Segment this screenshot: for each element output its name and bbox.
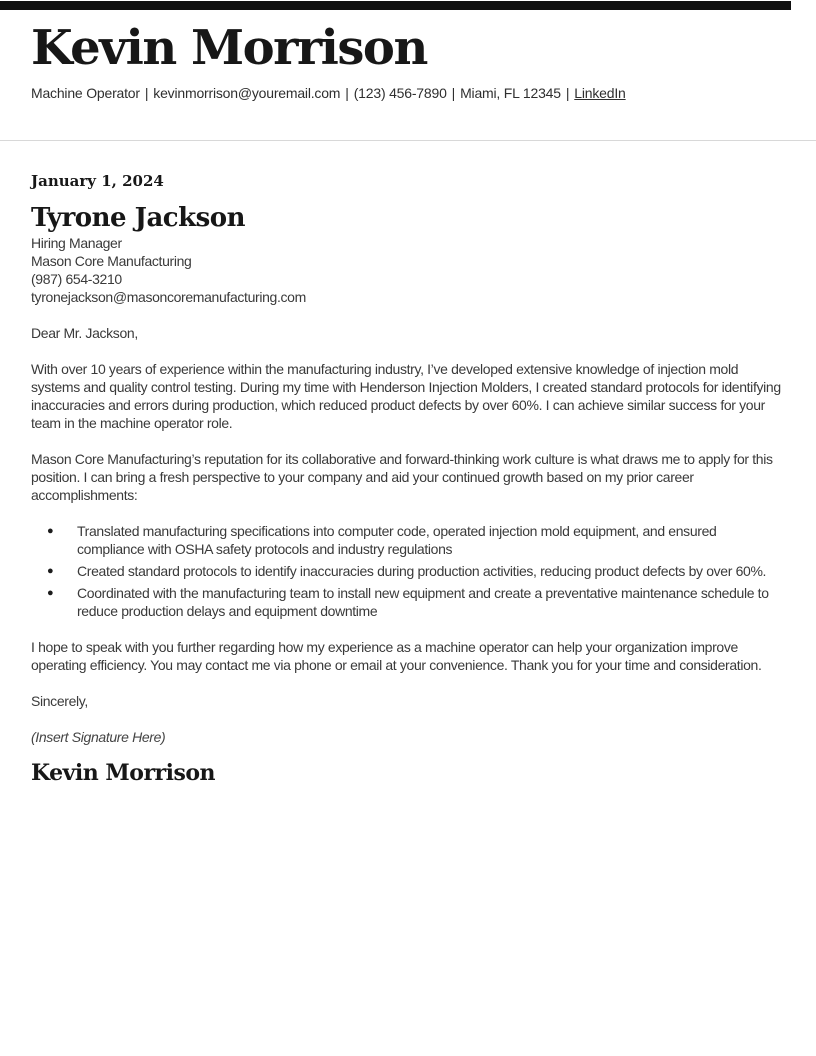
recipient-phone: (987) 654-3210 <box>31 271 122 287</box>
signature-name: Kevin Morrison <box>31 760 216 786</box>
letter-body <box>0 172 816 786</box>
contact-separator: | <box>451 85 456 101</box>
paragraph-closing: I hope to speak with you further regarding how my experience as a machine operator can help your organization improve operating efficiency. You may contact me via phone or email at your convenience. Thank you for your time and consideration. <box>31 639 762 673</box>
list-item: ● Translated manufacturing specifications into computer code, operated injection mold equipment, and ensured compliance with OSHA safety protocols and industry regulations <box>31 522 785 558</box>
contact-job-title: Machine Operator <box>31 85 140 101</box>
recipient-name: Tyrone Jackson <box>31 203 246 233</box>
recipient-title: Hiring Manager <box>31 235 122 251</box>
top-accent-bar <box>0 1 791 10</box>
candidate-name: Kevin Morrison <box>31 20 427 76</box>
letter-header <box>0 0 816 102</box>
paragraph-experience: With over 10 years of experience within the manufacturing industry, I’ve developed extensive knowledge of injection mold systems and quality control testing. During my time with Henderson Injection Molders, I created standard protocols for identifying inaccuracies and errors during production, which reduced product defects by over 60%. I can achieve similar success for your team in the machine operator role. <box>31 361 781 431</box>
contact-separator: | <box>565 85 570 101</box>
contact-phone: (123) 456-7890 <box>353 85 447 101</box>
accomplishments-list <box>31 522 785 620</box>
paragraph-motivation: Mason Core Manufacturing’s reputation for its collaborative and forward-thinking work culture is what draws me to apply for this position. I can bring a fresh perspective to your company and aid your continued growth based on my prior career accomplishments: <box>31 451 773 503</box>
list-item: ● Created standard protocols to identify inaccuracies during production activities, reducing product defects by over 60%. <box>31 562 785 580</box>
list-item: ● Coordinated with the manufacturing team to install new equipment and create a preventative maintenance schedule to reduce production delays and equipment downtime <box>31 584 785 620</box>
contact-separator: | <box>345 85 349 101</box>
contact-line <box>31 84 785 102</box>
header-divider <box>0 140 816 141</box>
contact-separator: | <box>144 85 149 101</box>
linkedin-link[interactable]: LinkedIn <box>574 85 626 101</box>
valediction: Sincerely, <box>31 693 88 709</box>
recipient-company: Mason Core Manufacturing <box>31 253 192 269</box>
salutation: Dear Mr. Jackson, <box>31 325 138 341</box>
contact-location: Miami, FL 12345 <box>460 85 561 101</box>
letter-date: January 1, 2024 <box>31 172 164 190</box>
contact-email: kevinmorrison@youremail.com <box>153 85 341 101</box>
signature-placeholder: (Insert Signature Here) <box>31 729 166 745</box>
recipient-email: tyronejackson@masoncoremanufacturing.com <box>31 289 306 305</box>
